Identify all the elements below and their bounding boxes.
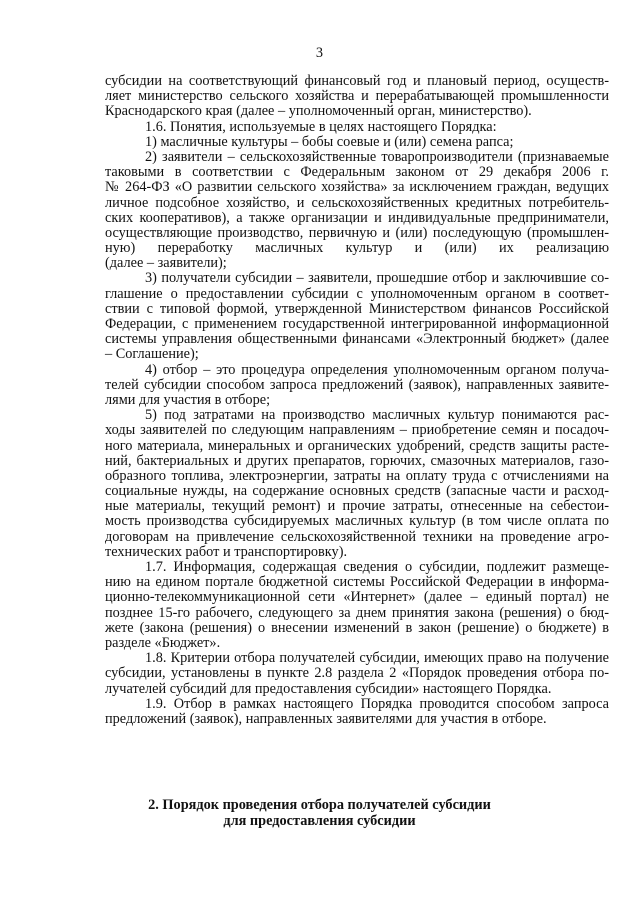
text-line: 4) отбор – это процедура определения уполномоченным органом получа- bbox=[145, 361, 609, 378]
text-line: 1.9. Отбор в рамках настоящего Порядка проводится способом запроса bbox=[145, 695, 609, 712]
text-line: системы управления общественными финансами «Электронный бюджет» (далее bbox=[105, 331, 609, 348]
text-line: ную) переработку масличных культур и (или) их реализацию bbox=[105, 240, 609, 257]
text-line: субсидии, установлены в пункте 2.8 раздела 2 «Порядок проведения отбора по- bbox=[105, 665, 609, 682]
text-line: – Соглашение); bbox=[105, 346, 199, 363]
text-line: договорам на привлечение сельскохозяйственной техники на проведение агро- bbox=[105, 528, 609, 545]
text-line: ционно-телекоммуникационной сети «Интернет» (далее – единый портал) не bbox=[105, 589, 609, 606]
text-line: предложений (заявок), направленных заявителями для участия в отборе. bbox=[105, 710, 547, 727]
text-line: осуществляющие производство, первичную и (или) последующую (промышлен- bbox=[105, 224, 609, 241]
text-line: мость производства субсидируемых масличных культур (в том числе оплата по bbox=[105, 513, 609, 530]
section-heading-line: 2. Порядок проведения отбора получателей субсидии bbox=[148, 797, 491, 813]
text-line: разделе «Бюджет». bbox=[105, 634, 221, 651]
text-line: 1) масличные культуры – бобы соевые и (или) семена рапса; bbox=[145, 133, 514, 150]
text-line: 5) под затратами на производство масличных культур понимаются рас- bbox=[145, 407, 609, 424]
text-line: таковыми в соответствии с Федеральным законом от 29 декабря 2006 г. bbox=[105, 164, 609, 181]
text-line: технических работ и транспортировку). bbox=[105, 543, 348, 560]
text-line: № 264-ФЗ «О развитии сельского хозяйства» за исключением граждан, ведущих bbox=[105, 179, 609, 196]
text-line: ний, бактериальных и других препаратов, горючих, смазочных материалов, газо- bbox=[105, 452, 609, 469]
text-line: позднее 15-го рабочего, следующего за днем принятия закона (решения) о бюд- bbox=[105, 604, 609, 621]
text-line: лучателей субсидий для предоставления субсидии» настоящего Порядка. bbox=[105, 680, 552, 697]
text-line: образного топлива, электроэнергии, затраты на оплату труда с отчислениями на bbox=[105, 467, 609, 484]
body-text bbox=[105, 74, 609, 727]
text-line: социальные нужды, на содержание основных средств (запасные части и расход- bbox=[105, 483, 609, 500]
text-line: личное подсобное хозяйство, и сельскохозяйственных кредитных потребитель- bbox=[105, 194, 609, 211]
text-line: ствии с типовой формой, утвержденной Министерством финансов Российской bbox=[105, 300, 609, 317]
text-line: ного материала, минеральных и органических удобрений, средств защиты расте- bbox=[105, 437, 609, 454]
section-heading bbox=[0, 797, 639, 829]
text-line: жете (закона (решения) о внесении изменений в закон (решение) о бюджете) в bbox=[105, 619, 609, 636]
page-number: 3 bbox=[315, 45, 324, 61]
text-line: ные материалы, текущий ремонт) и прочие затраты, отнесенные на себестои- bbox=[105, 498, 609, 515]
text-line: субсидии на соответствующий финансовый год и плановый период, осуществ- bbox=[105, 73, 609, 89]
text-line: 3) получатели субсидии – заявители, прошедшие отбор и заключившие со- bbox=[145, 270, 609, 287]
text-line: (далее – заявители); bbox=[105, 255, 227, 272]
text-line: 1.6. Понятия, используемые в целях настоящего Порядка: bbox=[145, 118, 497, 135]
text-line: телей субсидии способом запроса предложений (заявок), направленных заявите- bbox=[105, 376, 609, 393]
text-line: глашение о предоставлении субсидии с уполномоченным органом в соответ- bbox=[105, 285, 609, 302]
text-line: 1.8. Критерии отбора получателей субсидии, имеющих право на получение bbox=[145, 650, 609, 667]
text-line: ходы заявителей по следующим направлениям – приобретение семян и посадоч- bbox=[105, 422, 609, 439]
text-line: ляет министерство сельского хозяйства и перерабатывающей промышленности bbox=[105, 88, 609, 105]
text-line: 1.7. Информация, содержащая сведения о субсидии, подлежит размеще- bbox=[145, 559, 609, 575]
section-heading-line: для предоставления субсидии bbox=[223, 813, 416, 829]
text-line: 2) заявители – сельскохозяйственные товаропроизводители (признаваемые bbox=[145, 148, 609, 165]
text-line: ских кооперативов), а также организации и индивидуальные предприниматели, bbox=[105, 209, 609, 226]
text-line: Федерации, с применением государственной интегрированной информационной bbox=[105, 316, 609, 332]
text-line: нию на едином портале бюджетной системы Российской Федерации в информа- bbox=[105, 574, 609, 591]
text-line: лями для участия в отборе; bbox=[105, 391, 271, 408]
text-line: Краснодарского края (далее – уполномоченный орган, министерство). bbox=[105, 103, 532, 120]
